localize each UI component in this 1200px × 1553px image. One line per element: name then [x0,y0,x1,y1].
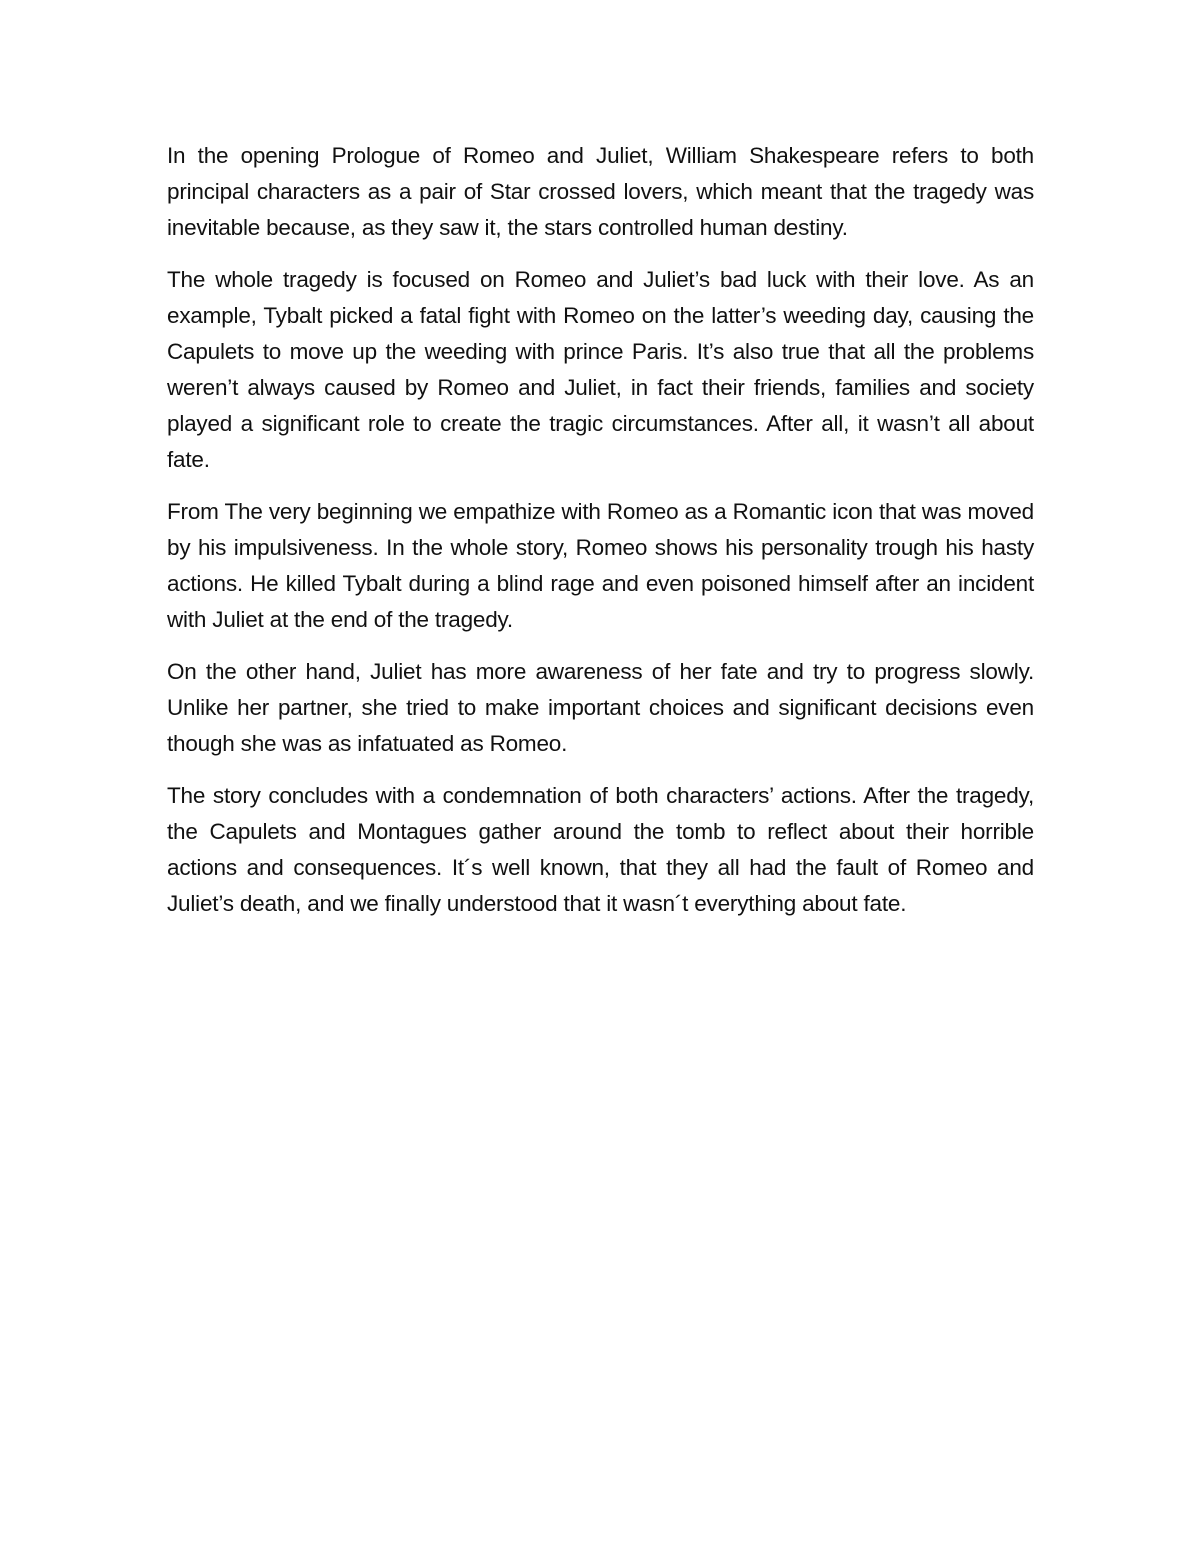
paragraph-4: On the other hand, Juliet has more awareness of her fate and try to progress slowly. Unlike her partner, she tried to make important choices and significant decisions even though she was as infatuated as Romeo. [167,659,1034,756]
paragraph-5: The story concludes with a condemnation of both characters’ actions. After the tragedy, the Capulets and Montagues gather around the tomb to reflect about their horrible actions and consequences. It´s well known, that they all had the fault of Romeo and Juliet’s death, and we finally understood that it wasn´t everything about fate. [167,783,1034,916]
paragraph-3: From The very beginning we empathize with Romeo as a Romantic icon that was moved by his impulsiveness. In the whole story, Romeo shows his personality trough his hasty actions. He killed Tybalt during a blind rage and even poisoned himself after an incident with Juliet at the end of the tragedy. [167,499,1034,632]
paragraph-1: In the opening Prologue of Romeo and Juliet, William Shakespeare refers to both principal characters as a pair of Star crossed lovers, which meant that the tragedy was inevitable because, as they saw it, the stars controlled human destiny. [167,143,1034,240]
paragraph-2: The whole tragedy is focused on Romeo and Juliet’s bad luck with their love. As an example, Tybalt picked a fatal fight with Romeo on the latter’s weeding day, causing the Capulets to move up the weeding with prince Paris. It’s also true that all the problems weren’t always caused by Romeo and Juliet, in fact their friends, families and society played a significant role to create the tragic circumstances. After all, it wasn’t all about fate. [167,267,1034,472]
document-body [167,138,1034,938]
